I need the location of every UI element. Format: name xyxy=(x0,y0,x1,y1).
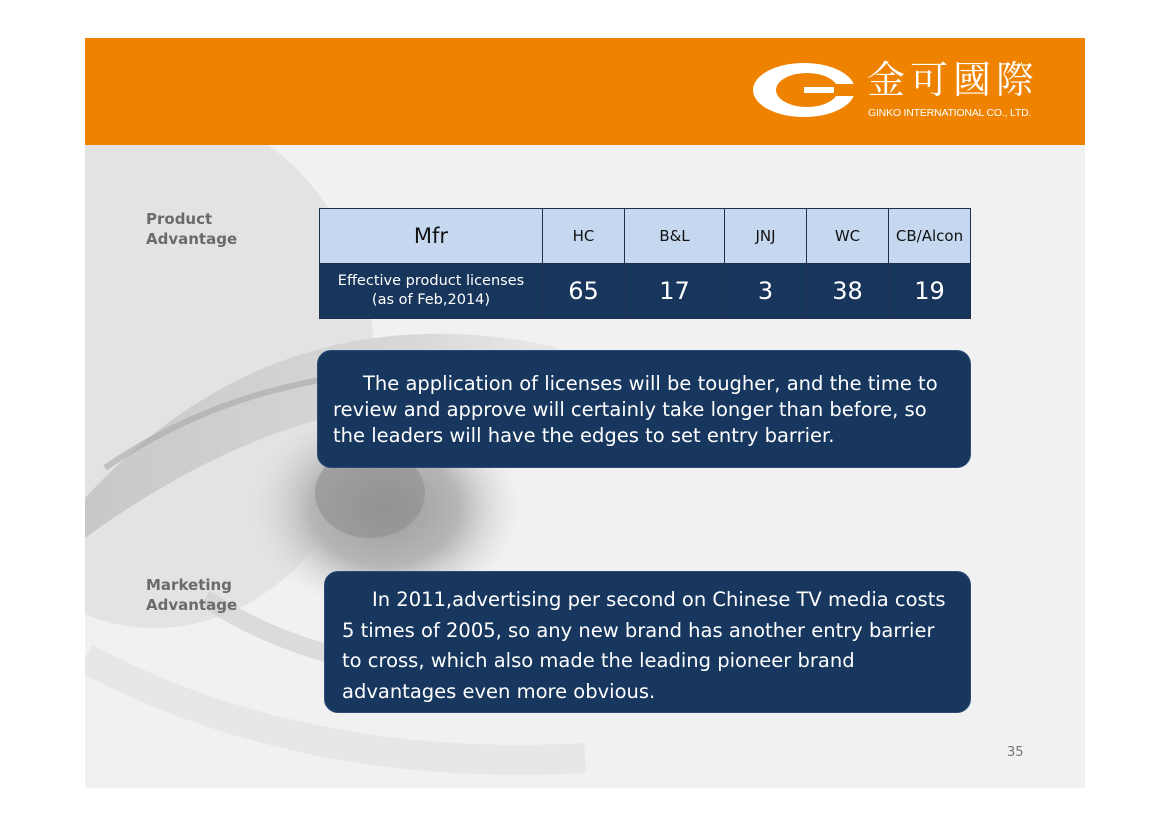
column-header: B&L xyxy=(625,209,725,264)
column-header: WC xyxy=(807,209,889,264)
table-header-row xyxy=(320,209,971,264)
table-row xyxy=(320,264,971,319)
brand-name-cjk: 金可國際 xyxy=(867,58,1040,102)
value-cell: 17 xyxy=(625,264,725,319)
column-header: HC xyxy=(543,209,625,264)
marketing-callout-text: In 2011,advertising per second on Chinese TV media costs 5 times of 2005, so any new brand has another entry barrier to cross, which also made the leading pioneer brand advantages even more obvious. xyxy=(342,588,946,703)
value-cell: 19 xyxy=(889,264,971,319)
value-cell: 38 xyxy=(807,264,889,319)
marketing-advantage-label: Marketing Advantage xyxy=(146,576,238,614)
slide xyxy=(85,38,1085,788)
column-header: CB/Alcon xyxy=(889,209,971,264)
row-label-cell: Effective product licenses (as of Feb,2014) xyxy=(320,264,543,319)
mfr-header-cell: Mfr xyxy=(320,209,543,264)
header-bar xyxy=(85,38,1085,145)
marketing-callout xyxy=(324,571,971,713)
column-header: JNJ xyxy=(725,209,807,264)
brand-name-english: GINKO INTERNATIONAL CO., LTD. xyxy=(868,107,1032,119)
licenses-callout xyxy=(317,350,971,468)
product-advantage-label: Product Advantage xyxy=(146,210,238,248)
licenses-callout-text: The application of licenses will be tougher, and the time to review and approve will certainly take longer than before, so the leaders will have the edges to set entry barrier. xyxy=(333,372,938,447)
license-table xyxy=(319,208,971,319)
value-cell: 3 xyxy=(725,264,807,319)
page-number: 35 xyxy=(1007,745,1024,760)
value-cell: 65 xyxy=(543,264,625,319)
ginko-logo-icon xyxy=(752,62,856,118)
